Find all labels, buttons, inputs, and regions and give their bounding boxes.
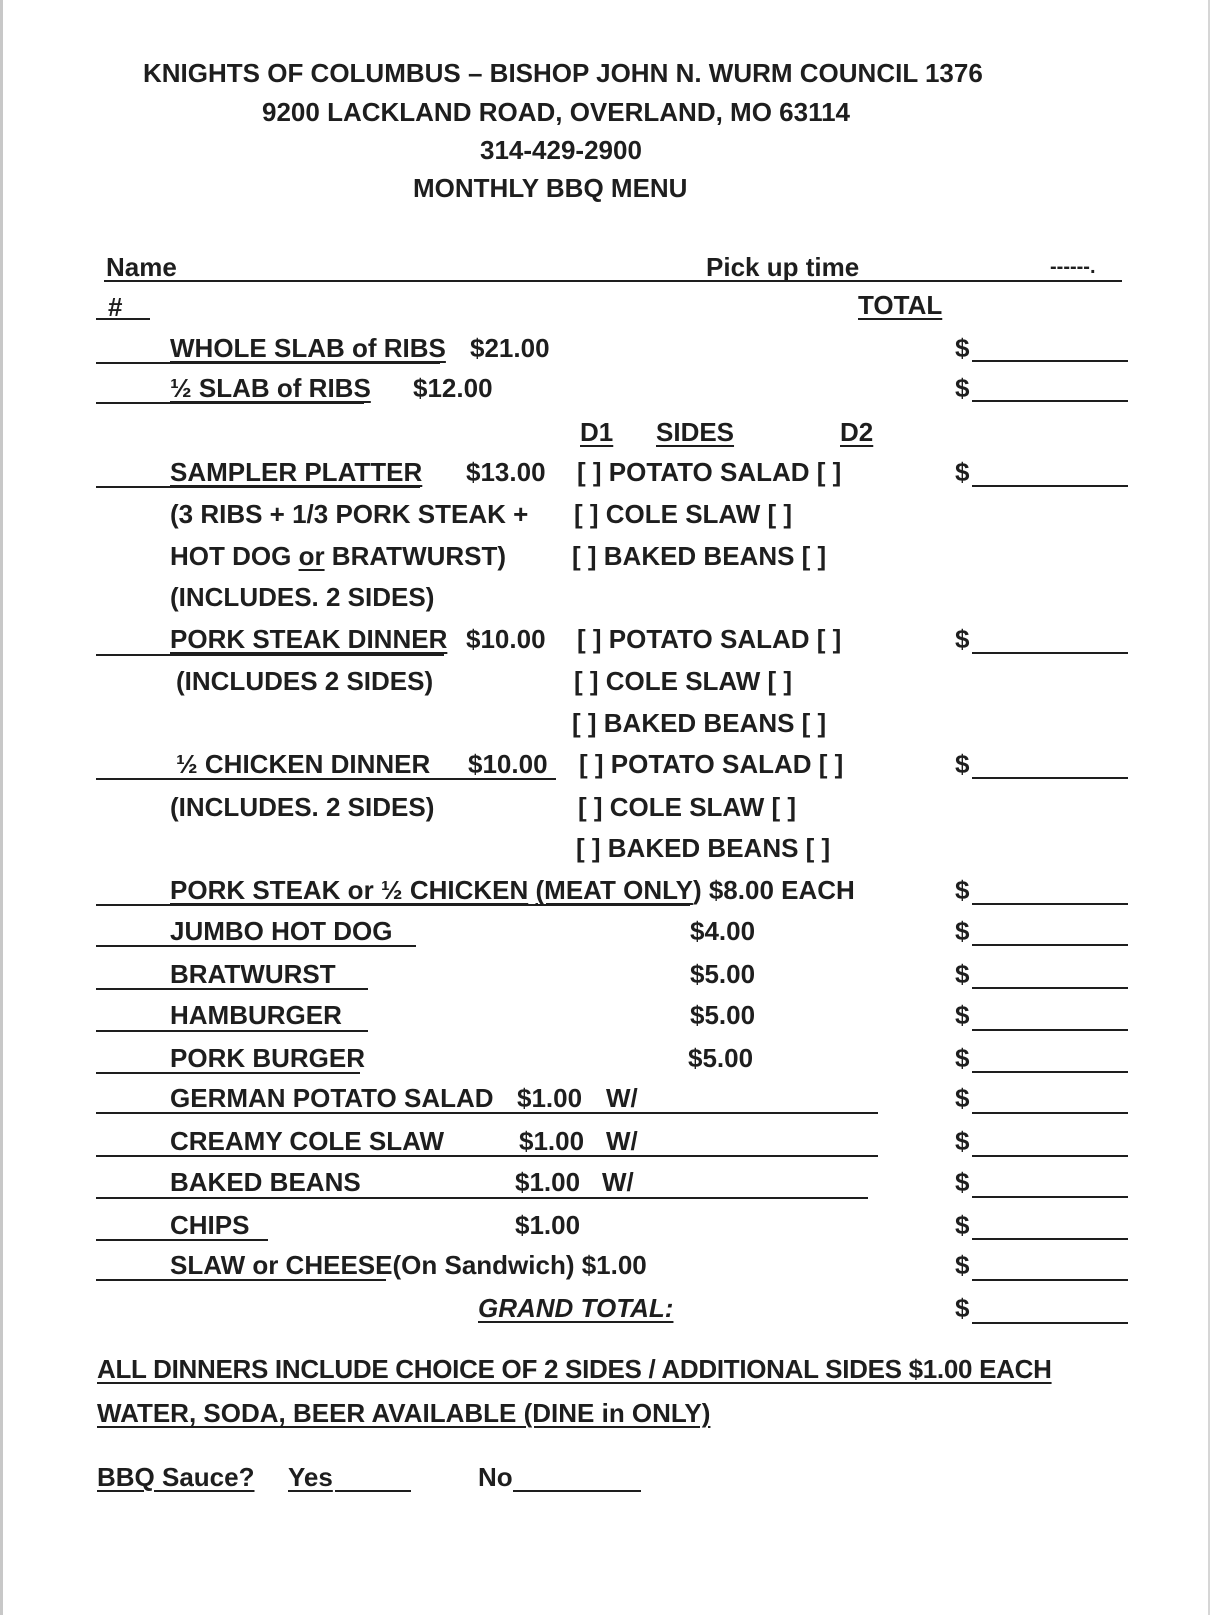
grand-total-line[interactable] — [972, 1322, 1128, 1324]
total-line[interactable] — [972, 903, 1128, 905]
total-dollar: $ — [955, 875, 970, 905]
total-dollar: $ — [955, 624, 970, 654]
item-baked-beans: BAKED BEANS — [170, 1167, 361, 1197]
d1-header: D1 — [580, 417, 614, 447]
slaw-cheese-note: (On Sandwich) $1.00 — [392, 1250, 647, 1280]
price-german-potato-salad: $1.00 — [517, 1083, 583, 1113]
side-option-potato[interactable]: [ ] POTATO SALAD [ ] — [577, 624, 842, 654]
total-dollar: $ — [955, 1000, 970, 1030]
item-jumbo-hot-dog: JUMBO HOT DOG — [170, 916, 393, 946]
pickup-label: Pick up time — [706, 252, 860, 282]
side-option-slaw[interactable]: [ ] COLE SLAW [ ] — [578, 792, 797, 822]
side-option-slaw[interactable]: [ ] COLE SLAW [ ] — [574, 666, 793, 696]
total-dollar: $ — [955, 749, 970, 779]
total-dollar: $ — [955, 1126, 970, 1156]
side-option-beans[interactable]: [ ] BAKED BEANS [ ] — [572, 708, 827, 738]
footer-note-sides: ALL DINNERS INCLUDE CHOICE OF 2 SIDES / ADDITIONAL SIDES $1.00 EACH — [97, 1354, 1052, 1384]
sampler-desc: (3 RIBS + 1/3 PORK STEAK + — [170, 499, 529, 529]
footer-note-drinks: WATER, SODA, BEER AVAILABLE (DINE in ONLY) — [97, 1398, 711, 1428]
total-line[interactable] — [972, 1112, 1128, 1114]
total-dollar: $ — [955, 373, 970, 403]
price-bratwurst: $5.00 — [690, 959, 756, 989]
org-phone: 314-429-2900 — [480, 135, 642, 165]
qty-line[interactable] — [96, 1197, 868, 1199]
slaw-cheese-name: SLAW or CHEESE — [170, 1250, 393, 1280]
total-line[interactable] — [972, 1071, 1128, 1073]
total-header: TOTAL — [858, 290, 943, 320]
item-half-slab: ½ SLAB of RIBS — [170, 373, 371, 403]
number-field-line[interactable] — [96, 318, 150, 320]
total-line[interactable] — [972, 485, 1128, 487]
price-whole-slab: $21.00 — [470, 333, 550, 363]
side-option-beans[interactable]: [ ] BAKED BEANS [ ] — [576, 833, 831, 863]
total-line[interactable] — [972, 944, 1128, 946]
price-chips: $1.00 — [515, 1210, 581, 1240]
with-label: W/ — [606, 1083, 638, 1113]
sampler-desc: HOT DOG or BRATWURST) — [170, 541, 507, 571]
total-dollar: $ — [955, 959, 970, 989]
item-creamy-cole-slaw: CREAMY COLE SLAW — [170, 1126, 444, 1156]
total-dollar: $ — [955, 1167, 970, 1197]
grand-total-label: GRAND TOTAL: — [478, 1293, 674, 1323]
price-sampler: $13.00 — [466, 457, 546, 487]
total-dollar: $ — [955, 1083, 970, 1113]
item-chicken-dinner: ½ CHICKEN DINNER — [176, 749, 431, 779]
total-dollar: $ — [955, 333, 970, 363]
item-meat-only — [170, 875, 855, 905]
chicken-dinner-includes: (INCLUDES. 2 SIDES) — [170, 792, 435, 822]
total-dollar: $ — [955, 1293, 970, 1323]
item-chips: CHIPS — [170, 1210, 250, 1240]
item-whole-slab: WHOLE SLAB of RIBS — [170, 333, 446, 363]
bbq-sauce-label: BBQ Sauce? — [97, 1462, 255, 1492]
side-option-potato[interactable]: [ ] POTATO SALAD [ ] — [577, 457, 842, 487]
total-line[interactable] — [972, 1196, 1128, 1198]
price-chicken-dinner: $10.00 — [468, 749, 548, 779]
item-bratwurst: BRATWURST — [170, 959, 336, 989]
pickup-dashes: ------. — [1050, 256, 1096, 278]
total-line[interactable] — [972, 777, 1128, 779]
total-dollar: $ — [955, 1210, 970, 1240]
name-label: Name — [106, 252, 177, 282]
sauce-no-line[interactable] — [513, 1490, 641, 1492]
price-hamburger: $5.00 — [690, 1000, 756, 1030]
sauce-yes-line[interactable] — [335, 1490, 411, 1492]
qty-line[interactable] — [96, 654, 444, 656]
total-line[interactable] — [972, 400, 1128, 402]
org-title: KNIGHTS OF COLUMBUS – BISHOP JOHN N. WURM COUNCIL 1376 — [143, 58, 983, 88]
item-sampler: SAMPLER PLATTER — [170, 457, 423, 487]
number-label: # — [108, 292, 123, 322]
total-line[interactable] — [972, 1155, 1128, 1157]
name-field-line[interactable] — [104, 280, 1122, 282]
total-dollar: $ — [955, 1043, 970, 1073]
d2-header: D2 — [840, 417, 874, 447]
item-german-potato-salad: GERMAN POTATO SALAD — [170, 1083, 494, 1113]
price-pork-steak-dinner: $10.00 — [466, 624, 546, 654]
total-dollar: $ — [955, 1250, 970, 1280]
item-pork-steak-dinner: PORK STEAK DINNER — [170, 624, 448, 654]
item-hamburger: HAMBURGER — [170, 1000, 342, 1030]
sampler-includes: (INCLUDES. 2 SIDES) — [170, 582, 435, 612]
sauce-yes-label: Yes — [288, 1462, 333, 1492]
sides-header: SIDES — [656, 417, 735, 447]
qty-line[interactable] — [96, 1030, 368, 1032]
side-option-potato[interactable]: [ ] POTATO SALAD [ ] — [579, 749, 844, 779]
price-pork-burger: $5.00 — [688, 1043, 754, 1073]
menu-title: MONTHLY BBQ MENU — [413, 173, 688, 203]
meat-only-price: ) $8.00 EACH — [692, 875, 855, 905]
item-slaw-cheese — [170, 1250, 647, 1280]
with-label: W/ — [606, 1126, 638, 1156]
total-dollar: $ — [955, 916, 970, 946]
total-line[interactable] — [972, 987, 1128, 989]
or-word: or — [298, 541, 325, 571]
meat-only-note: (MEAT ONLY — [535, 875, 693, 905]
item-pork-burger: PORK BURGER — [170, 1043, 366, 1073]
side-option-slaw[interactable]: [ ] COLE SLAW [ ] — [574, 499, 793, 529]
price-baked-beans: $1.00 — [515, 1167, 581, 1197]
total-line[interactable] — [972, 652, 1128, 654]
price-half-slab: $12.00 — [413, 373, 493, 403]
price-creamy-cole-slaw: $1.00 — [519, 1126, 585, 1156]
meat-only-name: PORK STEAK or ½ CHICKEN — [170, 875, 529, 905]
total-line[interactable] — [972, 1029, 1128, 1031]
total-line[interactable] — [972, 1238, 1128, 1240]
price-jumbo-hot-dog: $4.00 — [690, 916, 756, 946]
total-line[interactable] — [972, 1279, 1128, 1281]
sauce-no-label: No — [478, 1462, 513, 1492]
total-dollar: $ — [955, 457, 970, 487]
org-address: 9200 LACKLAND ROAD, OVERLAND, MO 63114 — [262, 97, 851, 127]
total-line[interactable] — [972, 360, 1128, 362]
side-option-beans[interactable]: [ ] BAKED BEANS [ ] — [572, 541, 827, 571]
with-label: W/ — [602, 1167, 634, 1197]
pork-dinner-includes: (INCLUDES 2 SIDES) — [176, 666, 434, 696]
